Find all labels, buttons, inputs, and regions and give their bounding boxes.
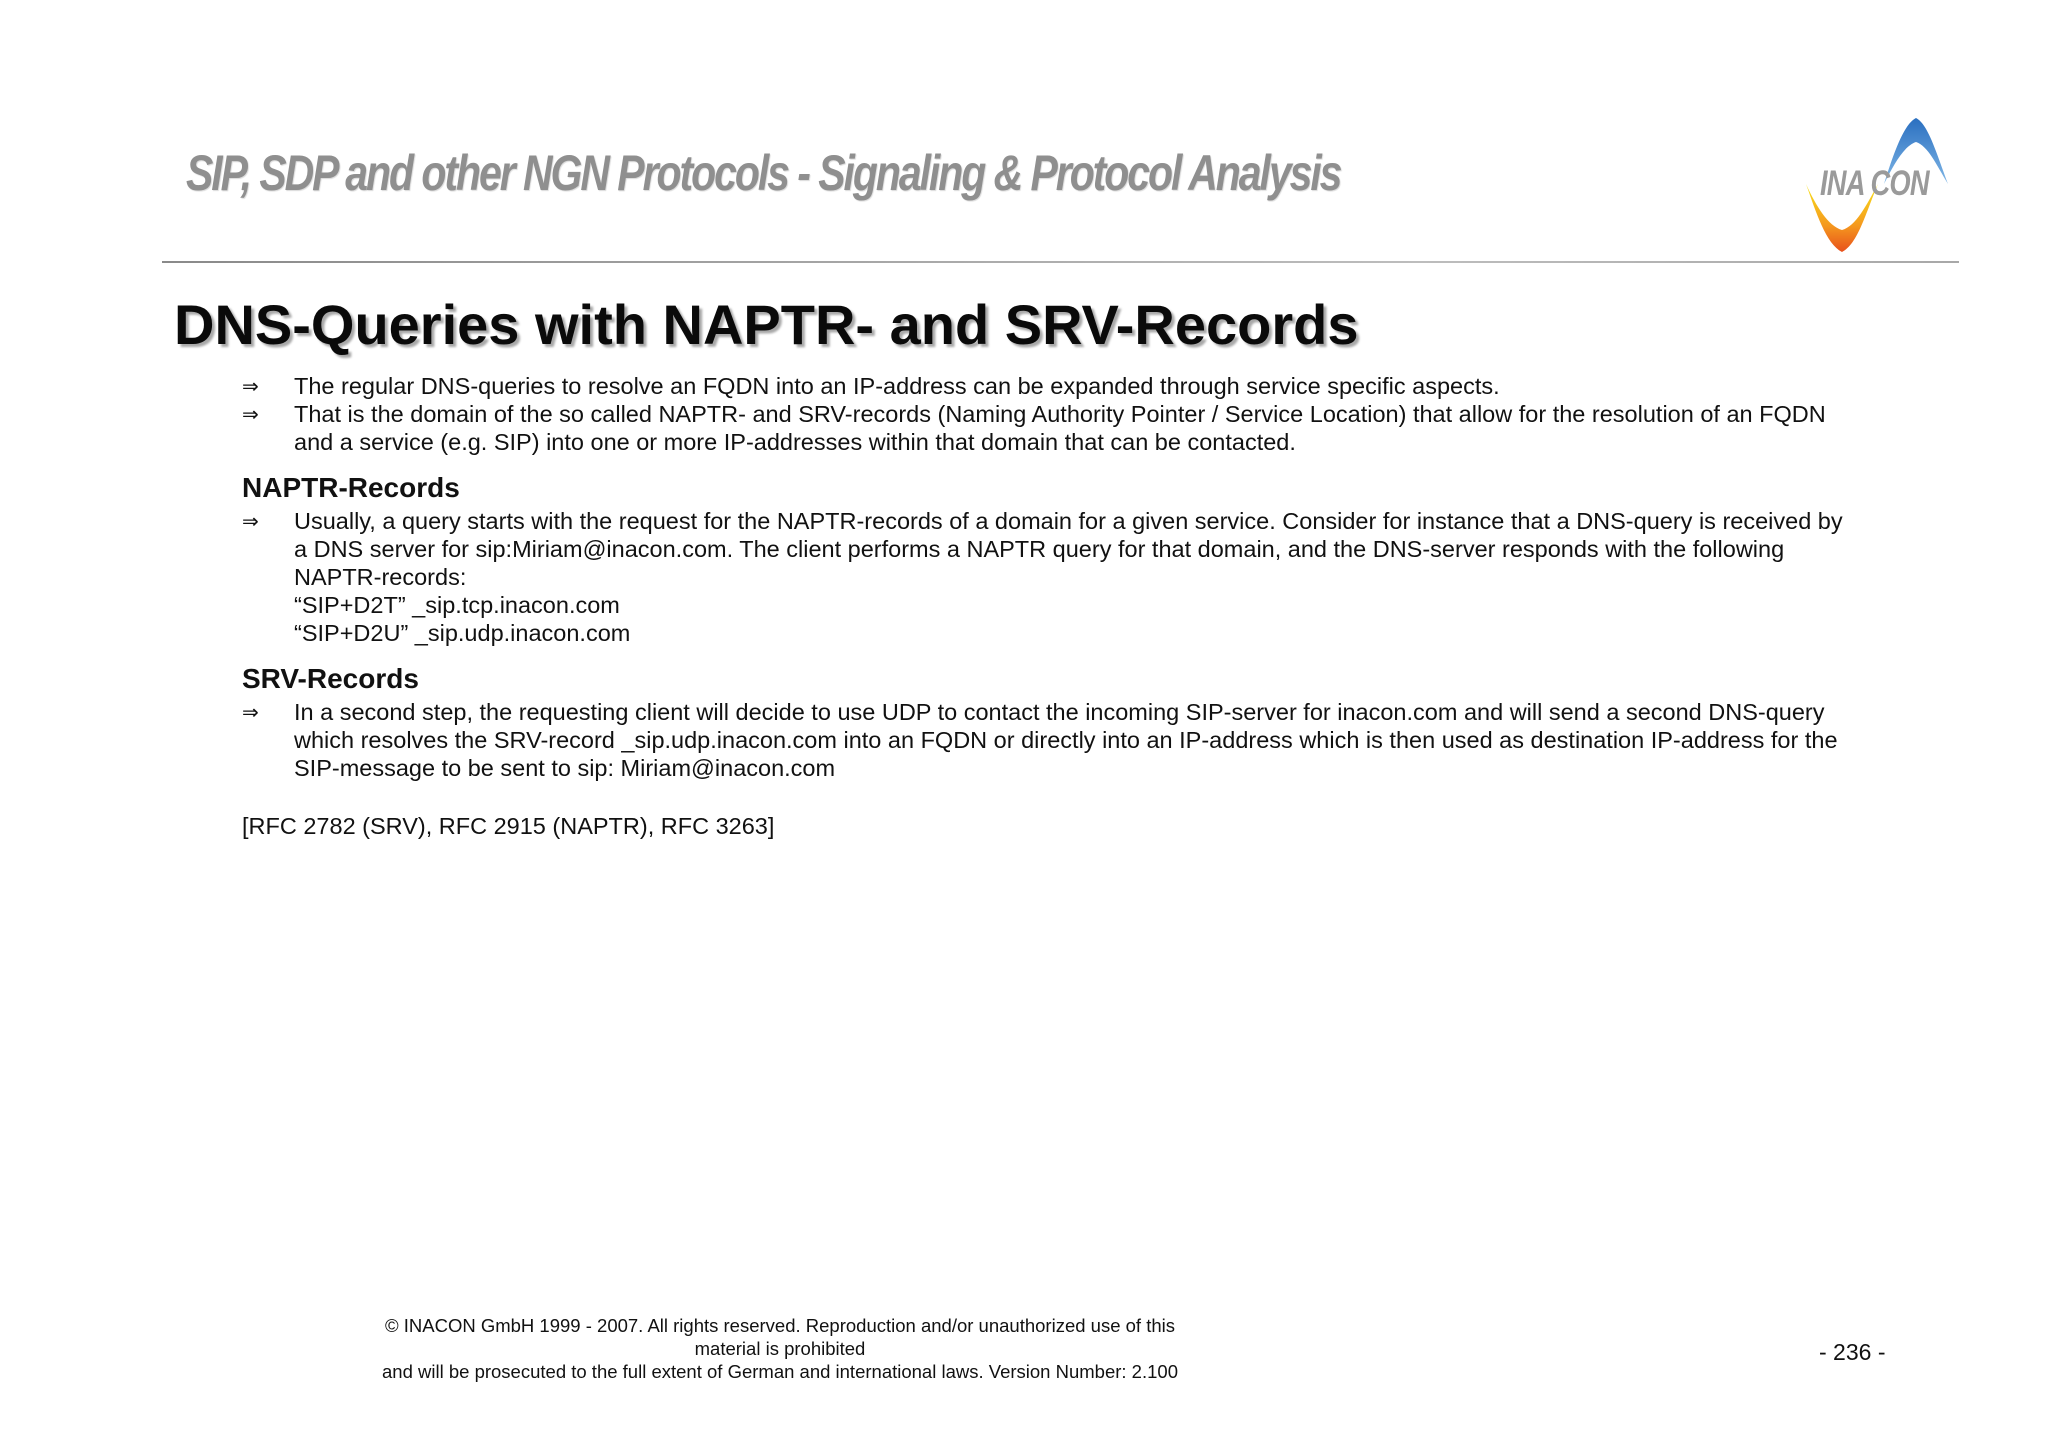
srv-bullet bbox=[242, 698, 1911, 782]
header-divider bbox=[162, 261, 1959, 263]
footer-line-1: © INACON GmbH 1999 - 2007. All rights reserved. Reproduction and/or unauthorized use of this material is prohibited bbox=[384, 1315, 1175, 1359]
logo-text: INA CON bbox=[1820, 164, 1929, 203]
naptr-record: “SIP+D2U” _sip.udp.inacon.com bbox=[294, 620, 631, 646]
course-title: SIP, SDP and other NGN Protocols - Signaling & Protocol Analysis bbox=[186, 145, 1341, 201]
srv-heading: SRV-Records bbox=[242, 663, 419, 694]
footer-line-2: and will be prosecuted to the full extent of German and international laws. Version Number: 2.100 bbox=[382, 1361, 1178, 1382]
bullet-arrow-icon: ⇒ bbox=[242, 402, 259, 426]
bullet-text: In a second step, the requesting client will decide to use UDP to contact the incoming SIP-server for inacon.com and will send a second DNS-query bbox=[294, 699, 1825, 725]
page-number: - 236 - bbox=[1819, 1339, 1886, 1365]
slide-content bbox=[242, 372, 1911, 840]
bullet-arrow-icon: ⇒ bbox=[242, 509, 259, 533]
naptr-record: “SIP+D2T” _sip.tcp.inacon.com bbox=[294, 592, 620, 618]
slide-title: DNS-Queries with NAPTR- and SRV-Records bbox=[174, 293, 1359, 356]
bullet-text: and a service (e.g. SIP) into one or more IP-addresses within that domain that can be contacted. bbox=[294, 429, 1296, 455]
bullet-text: a DNS server for sip:Miriam@inacon.com. The client performs a NAPTR query for that domain, and the DNS-server responds with the following bbox=[294, 536, 1785, 562]
references: [RFC 2782 (SRV), RFC 2915 (NAPTR), RFC 3263] bbox=[242, 813, 775, 839]
inacon-logo bbox=[1786, 112, 1956, 258]
bullet-text: That is the domain of the so called NAPTR- and SRV-records (Naming Authority Pointer / Service Location) that allow for the resolution of an FQDN bbox=[294, 401, 1826, 427]
naptr-bullet bbox=[242, 507, 1911, 591]
bullet-text: The regular DNS-queries to resolve an FQDN into an IP-address can be expanded through service specific aspects. bbox=[294, 373, 1500, 399]
copyright-footer bbox=[380, 1314, 1180, 1383]
intro-bullet-2 bbox=[242, 400, 1911, 456]
intro-bullet-1 bbox=[242, 372, 1911, 400]
naptr-heading: NAPTR-Records bbox=[242, 472, 460, 503]
bullet-text: Usually, a query starts with the request for the NAPTR-records of a domain for a given service. Consider for instance that a DNS-query is received by bbox=[294, 508, 1843, 534]
bullet-text: SIP-message to be sent to sip: Miriam@inacon.com bbox=[294, 755, 836, 781]
bullet-arrow-icon: ⇒ bbox=[242, 374, 259, 398]
bullet-text: NAPTR-records: bbox=[294, 564, 467, 590]
bullet-arrow-icon: ⇒ bbox=[242, 700, 259, 724]
bullet-text: which resolves the SRV-record _sip.udp.inacon.com into an FQDN or directly into an IP-address which is then used as destination IP-address for the bbox=[294, 727, 1838, 753]
